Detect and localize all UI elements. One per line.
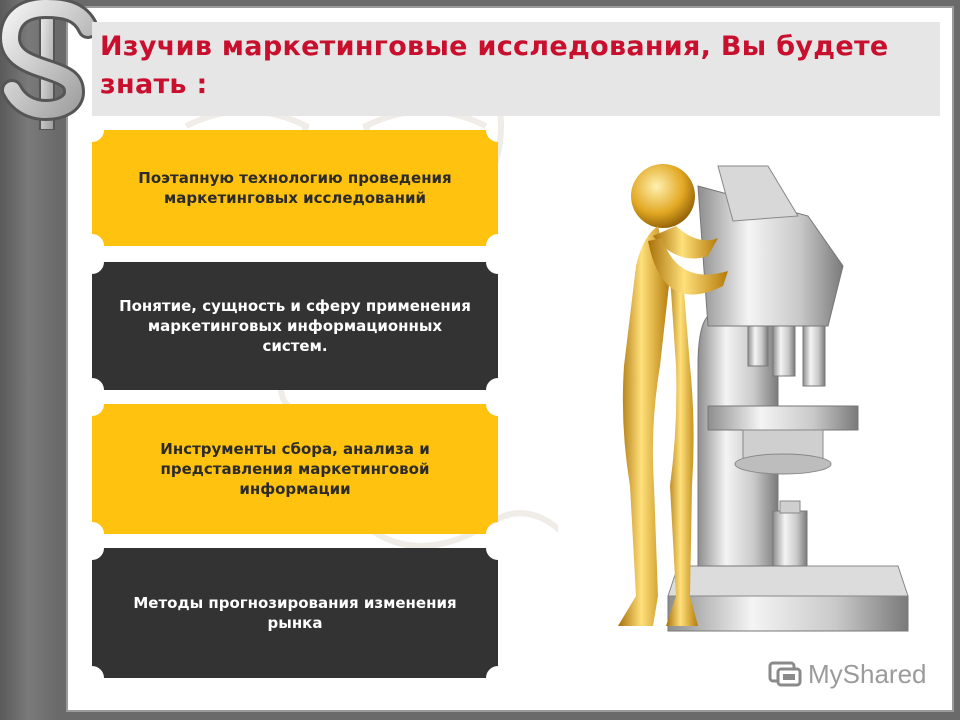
list-item-label: Инструменты сбора, анализа и представления маркетинговой информации [160,440,430,498]
list-item-label: Понятие, сущность и сферу применения маркетинговых информационных систем. [119,297,471,355]
list-item-4 [92,548,498,678]
dollar-sign-icon [0,0,100,130]
list-item-label: Поэтапную технологию проведения маркетинговых исследований [138,169,452,207]
page-title: Изучив маркетинговые исследования, Вы будете знать : [100,31,889,100]
list-item-1 [92,130,498,246]
list-item-label: Методы прогнозирования изменения рынка [133,594,457,632]
microscope-icon [558,126,938,664]
list-item-3 [92,404,498,534]
myshared-logo-text: MyShared [808,658,927,689]
myshared-logo [768,654,928,694]
myshared-logo-icon [768,659,802,689]
microscope-figure-illustration [558,126,938,664]
list-item-2 [92,262,498,390]
